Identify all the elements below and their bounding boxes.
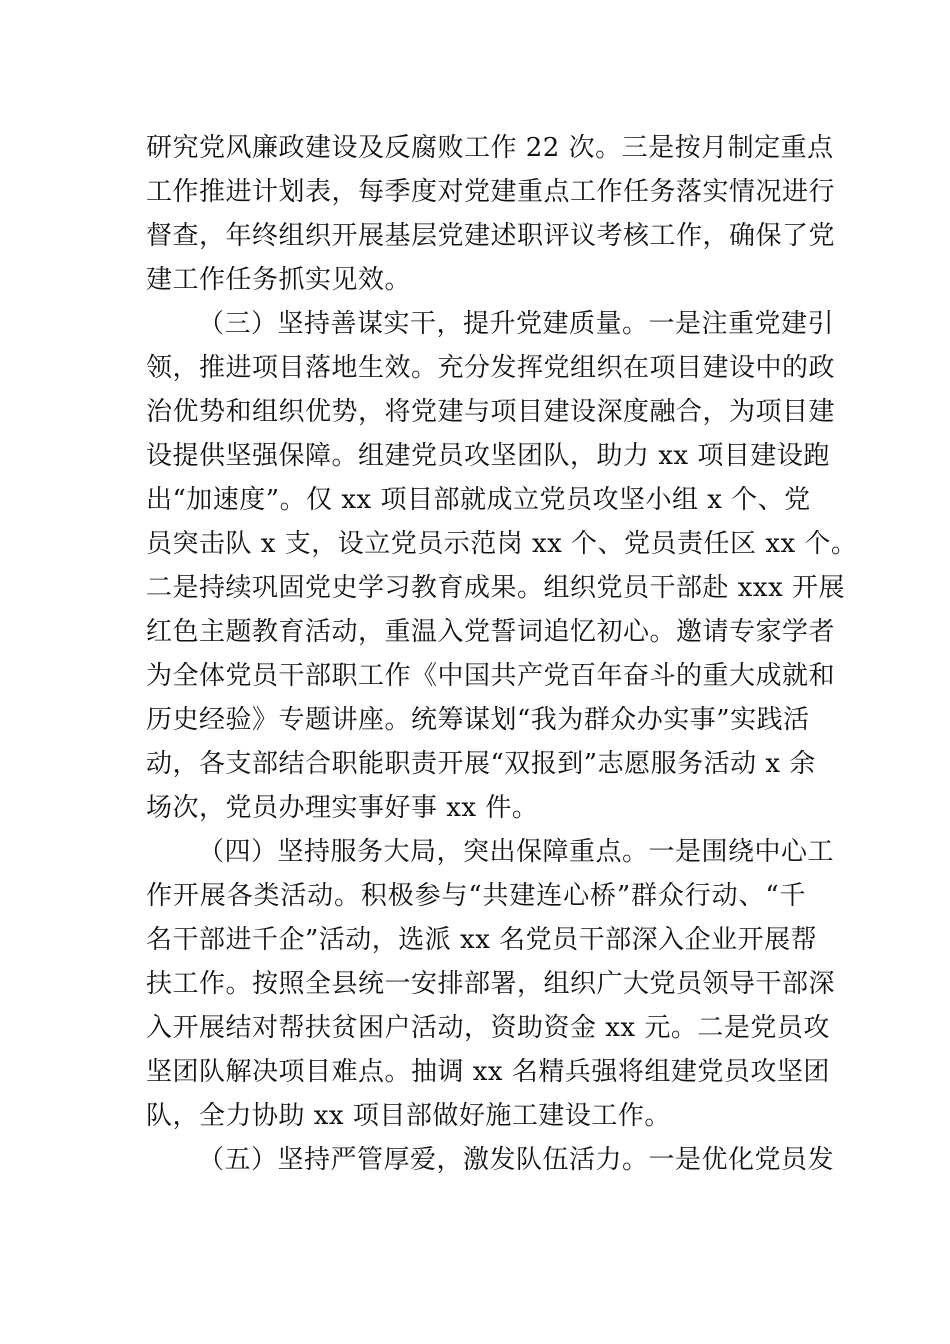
text-line: 为全体党员干部职工作《中国共产党百年奋斗的重大成就和 <box>146 661 836 691</box>
text-line: 建工作任务抓实见效。 <box>146 265 412 295</box>
paragraph-1 <box>146 126 836 302</box>
text-line: 领，推进项目落地生效。充分发挥党组织在项目建设中的政 <box>146 353 836 383</box>
text-line: 动，各支部结合职能职责开展“双报到”志愿服务活动 x 余 <box>146 749 816 779</box>
text-line: 二是持续巩固党史学习教育成果。组织党员干部赴 xxx 开展 <box>146 573 846 603</box>
text-line: 研究党风廉政建设及反腐败工作 22 次。三是按月制定重点 <box>146 133 834 163</box>
text-line: 红色主题教育活动，重温入党誓词追忆初心。邀请专家学者 <box>146 617 836 647</box>
text-line: 治优势和组织优势，将党建与项目建设深度融合，为项目建 <box>146 397 836 427</box>
paragraph-4 <box>146 1138 835 1182</box>
text-line: 队，全力协助 xx 项目部做好施工建设工作。 <box>146 1101 671 1131</box>
text-line: （四）坚持服务大局，突出保障重点。一是围绕中心工 <box>198 837 835 867</box>
paragraph-2 <box>146 302 858 830</box>
text-line: 作开展各类活动。积极参与“共建连心桥”群众行动、“千 <box>146 881 806 911</box>
text-line: 历史经验》专题讲座。统筹谋划“我为群众办实事”实践活 <box>146 705 810 735</box>
text-line: 场次，党员办理实事好事 xx 件。 <box>146 793 539 823</box>
paragraph-3 <box>146 830 836 1138</box>
document-body <box>146 126 858 1182</box>
text-line: 扶工作。按照全县统一安排部署，组织广大党员领导干部深 <box>146 969 836 999</box>
text-line: 入开展结对帮扶贫困户活动，资助资金 xx 元。二是党员攻 <box>146 1013 830 1043</box>
text-line: 设提供坚强保障。组建党员攻坚团队，助力 xx 项目建设跑 <box>146 441 830 471</box>
text-line: 工作推进计划表，每季度对党建重点工作任务落实情况进行 <box>146 177 836 207</box>
text-line: 督查，年终组织开展基层党建述职评议考核工作，确保了党 <box>146 221 836 251</box>
text-line: 坚团队解决项目难点。抽调 xx 名精兵强将组建党员攻坚团 <box>146 1057 830 1087</box>
text-line: 名干部进千企”活动，选派 xx 名党员干部深入企业开展帮 <box>146 925 818 955</box>
text-line: （五）坚持严管厚爱，激发队伍活力。一是优化党员发 <box>198 1145 835 1175</box>
text-line: （三）坚持善谋实干，提升党建质量。一是注重党建引 <box>198 309 835 339</box>
text-line: 员突击队 x 支，设立党员示范岗 xx 个、党员责任区 xx 个。 <box>146 529 858 559</box>
text-line: 出“加速度”。仅 xx 项目部就成立党员攻坚小组 x 个、党 <box>146 485 811 515</box>
